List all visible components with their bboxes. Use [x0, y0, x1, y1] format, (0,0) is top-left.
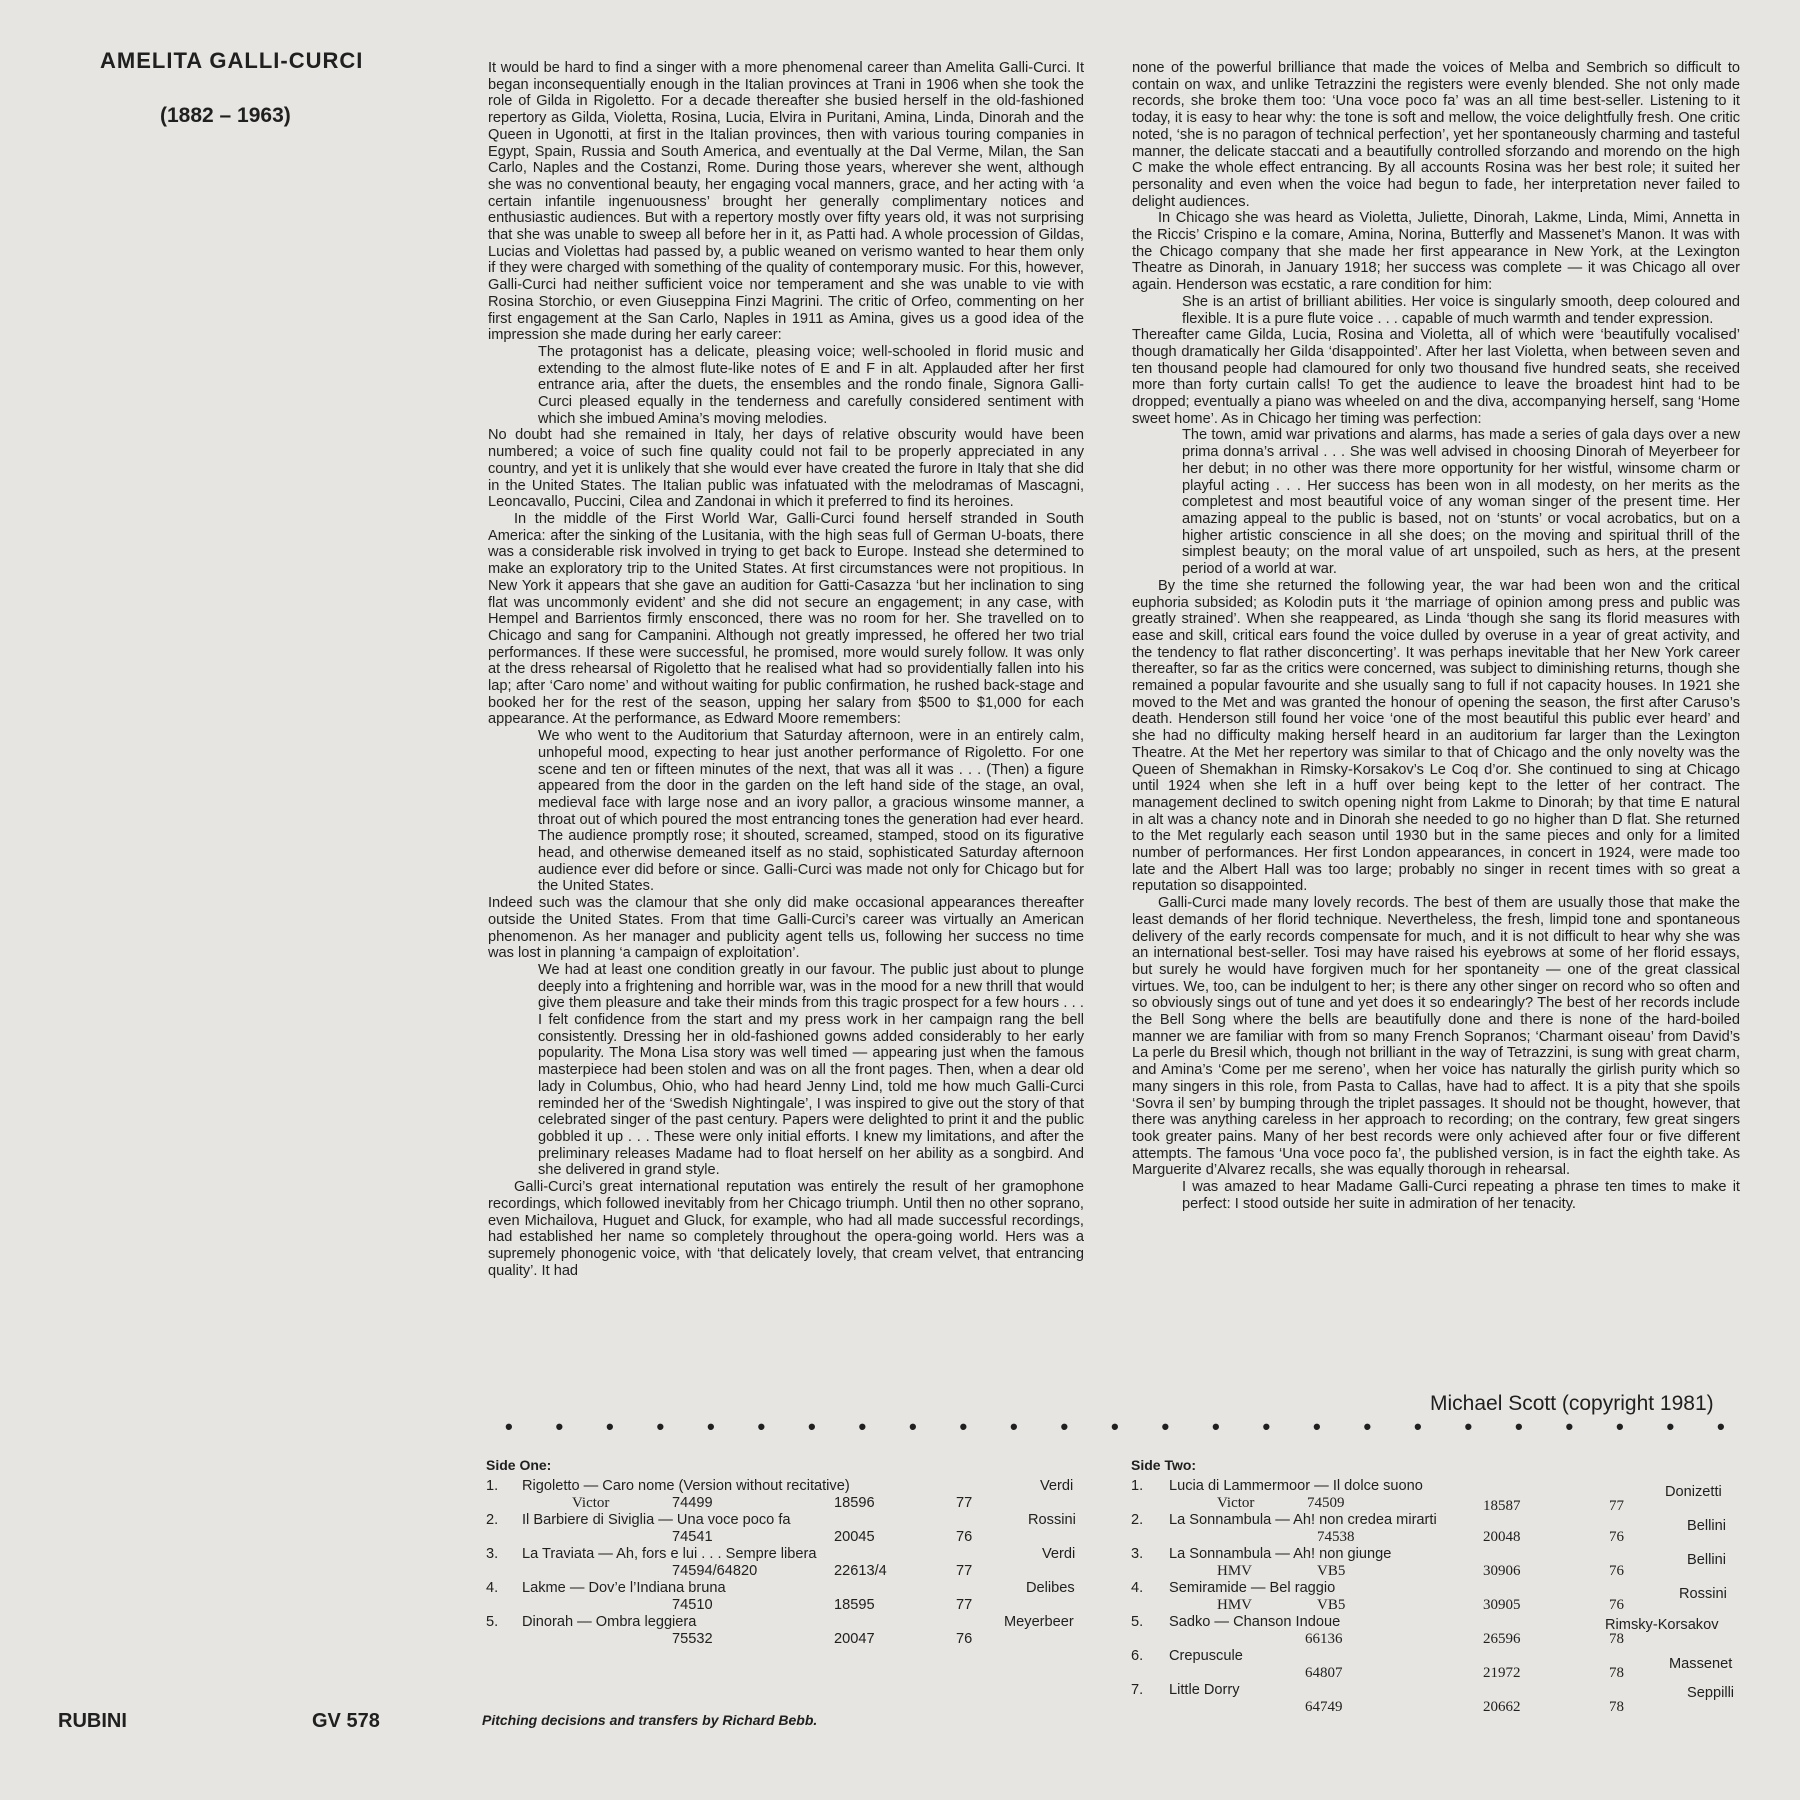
composer: Bellini [1687, 1518, 1726, 1534]
record-label-name: RUBINI [58, 1710, 127, 1732]
track-title: Rigoletto — Caro nome (Version without recitative) [522, 1478, 850, 1494]
quotation: The protagonist has a delicate, pleasing voice; well-schooled in florid music and extending to the almost flute-like notes of E and F in alt. Applauded after her first entrance aria, after the duets, the ensembles and the rondo finale, Signora Galli-Curci pleased equally in the tenderness and carefully considered sentiment with which she imbued Amina’s moving melodies. [538, 343, 1084, 427]
separator-dot: • [707, 1414, 715, 1439]
record-label: Victor [1217, 1495, 1255, 1511]
composer: Donizetti [1665, 1484, 1722, 1500]
side-one-title: Side One: [486, 1457, 552, 1473]
paragraph: By the time she returned the following year, the war had been won and the critical euphoria subsided; as Kolodin puts it ‘the marriage of opinion among press and public was greatly strained’. When she reappeared, as Linda ‘though she sang its florid measures with ease and skill, critical ears found the voice dulled by overuse in a year of great activity, and the tendency to flat rather disconcerting’. It was perhaps inevitable that her New York career thereafter, so far as the critics were concerned, was subject to diminishing returns, though she remained a popular favourite and she usually sang to full if not capacity houses. In 1921 she moved to the Met and was granted the honour of opening the season, the first after Caruso’s death. Henderson still found her voice ‘one of the most beautiful this public ever heard’ and she had no difficulty making herself heard in an auditorium far larger than the Lexington Theatre. At the Met her repertory was similar to that of Chicago and the only novelty was the Queen of Shemakhan in Rimsky-Korsakov’s Le Coq d’or. She continued to sing at Chicago until 1924 when she left in a huff over being kept to the letter of her contract. The management declined to switch opening night from Lakme to Dinorah; by that time E natural in alt was a chancy note and in Dinorah she needed to go no higher than D flat. She returned to the Met regularly each season until 1930 but in the same pieces and only for a limited number of performances. Her first London appearances, in concert in 1924, were made too late and the Albert Hall was too large; probably no singer in recent times with so great a reputation so disappointed. [1132, 577, 1740, 895]
separator-dot: • [1565, 1414, 1574, 1439]
catalog-number: 26596 [1483, 1631, 1521, 1647]
side-two-title: Side Two: [1131, 1457, 1197, 1473]
track-title: La Traviata — Ah, fors e lui . . . Sempre libera [522, 1546, 817, 1562]
matrix-number: 64807 [1305, 1665, 1343, 1681]
track-row [486, 1512, 1086, 1546]
track-number: 4. [1131, 1580, 1144, 1596]
liner-notes-right-column [1132, 60, 1740, 1213]
separator-dot: • [1464, 1414, 1473, 1439]
record-label: HMV [1217, 1597, 1253, 1613]
separator-dot: • [1363, 1414, 1372, 1439]
track-title: Crepuscule [1169, 1648, 1243, 1664]
catalog-number: 20047 [834, 1631, 875, 1647]
paragraph: none of the powerful brilliance that made the voices of Melba and Sembrich so difficult to contain on wax, and unlike Tetrazzini the registers were evenly blended. She not only made records, she broke them too: ‘Una voce poco fa’ was an all time best-seller. Listening to it today, it is easy to hear why: the tone is soft and mellow, the voice delightfully fresh. One critic noted, ‘she is no paragon of technical perfection’, yet her spontaneously charming and tasteful manner, the delicate staccati and a beautifully controlled sforzando and morendo on the high C make the whole effect entrancing. By all accounts Rosina was her best role; it suited her personality and even when the voice had begun to fade, her interpretation never failed to delight audiences. [1132, 60, 1740, 210]
catalog-number: 18595 [834, 1597, 875, 1613]
paragraph: Thereafter came Gilda, Lucia, Rosina and Violetta, all of which were ‘beautifully vocalised’ though dramatically her Gilda ‘disappointed’. After her last Violetta, when between seven and ten thousand people had clamoured for only two thousand five hundred seats, she received more than forty curtain calls! To get the audience to leave the broadest hint had to be dropped; eventually a piano was wheeled on and the diva, accompanying herself, sang ‘Home sweet home’. As in Chicago her timing was perfection: [1132, 327, 1740, 427]
recording-year: 77 [956, 1597, 973, 1613]
paragraph: Galli-Curci made many lovely records. The best of them are usually those that make the least demands of her florid technique. Nevertheless, the fresh, limpid tone and spontaneous delivery of the early records compensate for much, and it is not difficult to hear why she was an international best-seller. Tosi may have raised his eyebrows at some of her florid essays, but surely he would have forgiven much for her spontaneity — one of the great classical virtues. We, too, can be indulgent to her; is there any other singer on record who so often and so obviously sings out of tune and yet does it so endearingly? The best of her records include the Bell Song where the bells are beautifully done and there is none of the hard-boiled manner we are familiar with from so many French Sopranos; ‘Charmant oiseau’ from David’s La perle du Bresil which, though not brilliant in the way of Tetrazzini, is sung with great charm, and Amina’s ‘Come per me sereno’, when her voice has naturally the girlish purity which so many singers in this role, from Pasta to Callas, have had to affect. It is a pity that she spoils ‘Sovra il sen’ by bumping through the triplet passages. It should not be thought, however, that there was anything careless in her approach to recording; on the contrary, few great singers took greater pains. Many of her best records were only achieved after four or five different attempts. The famous ‘Una voce poco fa’, the published version, is in fact the eighth take. As Marguerite d’Alvarez recalls, she was equally thorough in rehearsal. [1132, 895, 1740, 1179]
track-number: 2. [486, 1512, 499, 1528]
catalog-number-footer: GV 578 [312, 1710, 380, 1732]
recording-year: 78 [1609, 1631, 1624, 1647]
track-title: Dinorah — Ombra leggiera [522, 1614, 697, 1630]
separator-dot: • [505, 1414, 513, 1439]
track-number: 5. [486, 1614, 499, 1630]
separator-dot: • [1616, 1414, 1624, 1439]
track-title: Little Dorry [1169, 1682, 1240, 1698]
separator-dot: • [959, 1414, 968, 1439]
liner-notes-left-column [488, 60, 1084, 1279]
composer: Seppilli [1687, 1685, 1735, 1701]
paragraph: In the middle of the First World War, Galli-Curci found herself stranded in South America: after the sinking of the Lusitania, with the high seas full of German U-boats, there was a considerable risk involved in trying to get back to Europe. Instead she determined to make an exploratory trip to the United States. At first circumstances were not propitious. In New York it appears that she gave an audition for Gatti-Casazza ‘but her inclination to sing flat was uncommonly evident’ and she did not secure an engagement; in any case, with Hempel and Barrientos firmly ensconced, there was no room for her. She travelled on to Chicago and sang for Campanini. Although not greatly impressed, he offered her two trial performances. If these were successful, he promised, more would surely follow. It was only at the dress rehearsal of Rigoletto that he realised what had so providentially fallen into his lap; after ‘Caro nome’ and without waiting for public confirmation, he rushed back-stage and booked her for the rest of the season, upping her salary from $500 to $1,000 for each appearance. At the performance, as Edward Moore remembers: [488, 510, 1084, 728]
track-title: Sadko — Chanson Indoue [1169, 1614, 1341, 1630]
matrix-number: 75532 [672, 1631, 713, 1647]
artist-name: AMELITA GALLI-CURCI [100, 48, 364, 73]
composer: Rimsky-Korsakov [1605, 1617, 1719, 1633]
separator-dot: • [1414, 1414, 1422, 1439]
recording-year: 76 [956, 1529, 973, 1545]
separator-dot: • [909, 1414, 917, 1439]
recording-year: 78 [1609, 1699, 1624, 1715]
composer: Rossini [1028, 1512, 1076, 1528]
catalog-number: 22613/4 [834, 1563, 887, 1579]
track-number: 2. [1131, 1512, 1144, 1528]
track-number: 3. [486, 1546, 499, 1562]
track-row [1131, 1648, 1741, 1682]
record-label: Victor [572, 1495, 610, 1511]
paragraph: No doubt had she remained in Italy, her days of relative obscurity would have been numbered; a voice of such fine quality could not fail to be properly appreciated in any country, and yet it is unlikely that she would ever have created the furore in Italy that she did in the United States. The Italian public was infatuated with the melodramas of Mascagni, Leoncavallo, Puccini, Cilea and Zandonai in which it preferred to find its heroines. [488, 427, 1084, 511]
track-number: 6. [1131, 1648, 1144, 1664]
track-title: Lucia di Lammermoor — Il dolce suono [1169, 1478, 1423, 1494]
track-number: 5. [1131, 1614, 1144, 1630]
paragraph: Galli-Curci’s great international reputation was entirely the result of her gramophone recordings, which followed inevitably from her Chicago triumph. Until then no other soprano, even Michailova, Huguet and Gluck, for example, who had all made successful recordings, had established her name so completely throughout the opera-going world. Hers was a supremely phonogenic voice, with ‘that delicately lovely, that cream velvet, that entrancing quality’. It had [488, 1179, 1084, 1279]
track-number: 3. [1131, 1546, 1144, 1562]
track-row [486, 1546, 1086, 1580]
track-row [1131, 1580, 1741, 1614]
matrix-number: 66136 [1305, 1631, 1343, 1647]
composer: Verdi [1040, 1478, 1074, 1494]
separator-dot: • [757, 1414, 766, 1439]
matrix-number: 74541 [672, 1529, 713, 1545]
track-row [486, 1580, 1086, 1614]
recording-year: 77 [956, 1563, 973, 1579]
track-row [1131, 1478, 1741, 1512]
recording-year: 77 [1609, 1498, 1624, 1514]
matrix-number: 74510 [672, 1597, 713, 1613]
separator-dot: • [1010, 1414, 1018, 1439]
quotation: The town, amid war privations and alarms, has made a series of gala days over a new prima donna’s arrival . . . She was well advised in choosing Dinorah of Meyerbeer for her debut; in no other was there more opportunity for her wistful, winsome charm or playful acting . . . Her success has been won in all modesty, on her merits as the completest and most beautiful voice of any woman singer of the present time. Her amazing appeal to the public is based, not on ‘stunts’ or vocal acrobatics, but on a higher artistic conscience in all she does; on the moving and spiritual thrill of the simplest beauty; on the moral value of art unspoiled, such as hers, at the present period of a world at war. [1182, 427, 1740, 578]
matrix-number: VB5 [1317, 1563, 1346, 1579]
separator-dot: • [555, 1414, 564, 1439]
catalog-number: 21972 [1483, 1665, 1521, 1681]
separator-dot: • [1262, 1414, 1271, 1439]
composer: Massenet [1669, 1656, 1733, 1672]
separator-dot: • [808, 1414, 816, 1439]
matrix-number: 74499 [672, 1495, 713, 1511]
matrix-number: VB5 [1317, 1597, 1346, 1613]
composer: Bellini [1687, 1552, 1726, 1568]
catalog-number: 18587 [1483, 1498, 1521, 1514]
author-signature: Michael Scott (copyright 1981) [1430, 1392, 1714, 1415]
separator-dot: • [606, 1414, 614, 1439]
track-title: La Sonnambula — Ah! non credea mirarti [1169, 1512, 1437, 1528]
separator-dot: • [656, 1414, 665, 1439]
composer: Delibes [1026, 1580, 1075, 1596]
record-label: HMV [1217, 1563, 1253, 1579]
composer: Meyerbeer [1004, 1614, 1074, 1630]
catalog-number: 20662 [1483, 1699, 1521, 1715]
catalog-number: 20048 [1483, 1529, 1521, 1545]
track-number: 4. [486, 1580, 499, 1596]
track-number: 1. [486, 1478, 499, 1494]
quotation: We had at least one condition greatly in our favour. The public just about to plunge deeply into a frightening and horrible war, was in the mood for a new thrill that would give them pleasure and take their minds from this tragic prospect for a few hours . . . I felt confidence from the start and my press work in her campaign rang the bell consistently. Dressing her in old-fashioned gowns added considerably to her early popularity. The Mona Lisa story was well timed — appearing just when the famous masterpiece had been stolen and was on all the front pages. Then, when a dear old lady in Columbus, Ohio, who had heard Jenny Lind, told me how much Galli-Curci reminded her of the ‘Swedish Nightingale’, I was inspired to give out the story of that celebrated singer of the past century. Papers were delighted to print it and the public gobbled it up . . . These were only initial efforts. I knew my limitations, and after the preliminary releases Madame had to float herself on her ability as a songbird. And she delivered in grand style. [538, 961, 1084, 1179]
recording-year: 76 [956, 1631, 973, 1647]
matrix-number: 74538 [1317, 1529, 1355, 1545]
quotation: She is an artist of brilliant abilities. Her voice is singularly smooth, deep coloured and flexible. It is a pure flute voice . . . capable of much warmth and tender expression. [1182, 293, 1740, 327]
dot-separator [505, 1414, 1725, 1440]
separator-dot: • [1666, 1414, 1675, 1439]
separator-dot: • [1111, 1414, 1119, 1439]
recording-year: 76 [1609, 1597, 1624, 1613]
recording-year: 77 [956, 1495, 973, 1511]
track-title: Lakme — Dov’e l’Indiana bruna [522, 1580, 726, 1596]
recording-year: 78 [1609, 1665, 1624, 1681]
track-row [1131, 1546, 1741, 1580]
separator-dot: • [1212, 1414, 1220, 1439]
separator-dot: • [858, 1414, 867, 1439]
track-row [1131, 1512, 1741, 1546]
catalog-number: 30906 [1483, 1563, 1521, 1579]
separator-dot: • [1161, 1414, 1170, 1439]
track-title: Semiramide — Bel raggio [1169, 1580, 1336, 1596]
catalog-number: 30905 [1483, 1597, 1521, 1613]
paragraph: Indeed such was the clamour that she only did make occasional appearances thereafter outside the United States. From that time Galli-Curci’s career was virtually an American phenomenon. As her manager and publicity agent tells us, following her success no time was lost in planning ‘a campaign of exploitation’. [488, 895, 1084, 962]
recording-year: 76 [1609, 1529, 1624, 1545]
catalog-number: 20045 [834, 1529, 875, 1545]
track-number: 1. [1131, 1478, 1144, 1494]
quotation: I was amazed to hear Madame Galli-Curci repeating a phrase ten times to make it perfect: I stood outside her suite in admiration of her tenacity. [1182, 1179, 1740, 1212]
transfer-credits: Pitching decisions and transfers by Richard Bebb. [482, 1712, 818, 1728]
matrix-number: 64749 [1305, 1699, 1343, 1715]
catalog-number: 18596 [834, 1495, 875, 1511]
matrix-number: 74509 [1307, 1495, 1345, 1511]
composer: Rossini [1679, 1586, 1727, 1602]
track-title: Il Barbiere di Siviglia — Una voce poco fa [522, 1512, 791, 1528]
separator-dot: • [1060, 1414, 1069, 1439]
recording-year: 76 [1609, 1563, 1624, 1579]
track-row [486, 1614, 1086, 1648]
paragraph: In Chicago she was heard as Violetta, Juliette, Dinorah, Lakme, Linda, Mimi, Annetta in the Riccis’ Crispino e la comare, Amina, Norina, Butterfly and Massenet’s Manon. It was with the Chicago company that she made her first appearance in New York, at the Lexington Theatre as Dinorah, in January 1918; her success was complete — it was Chicago all over again. Henderson was ecstatic, a rare condition for him: [1132, 210, 1740, 294]
track-number: 7. [1131, 1682, 1144, 1698]
artist-dates: (1882 – 1963) [160, 104, 291, 127]
track-title: La Sonnambula — Ah! non giunge [1169, 1546, 1392, 1562]
separator-dot: • [1717, 1414, 1725, 1439]
track-row [1131, 1614, 1741, 1648]
composer: Verdi [1042, 1546, 1076, 1562]
track-row [486, 1478, 1086, 1512]
paragraph: It would be hard to find a singer with a more phenomenal career than Amelita Galli-Curci. It began inconsequentially enough in the Italian provinces at Trani in 1906 when she took the role of Gilda in Rigoletto. For a decade thereafter she busied herself in the old-fashioned repertory as Gilda, Violetta, Rosina, Lucia, Elvira in Puritani, Amina, Linda, Dinorah and the Queen in Ugonotti, at first in the Italian provinces, then with various touring companies in Egypt, Spain, Russia and South America, and eventually at the Dal Verme, Milan, the San Carlo, Naples and the Costanzi, Rome. During those years, wherever she went, although she was no conventional beauty, her engaging vocal manners, grace, and her acting with ‘a certain infantile ingenuousness’ brought her generally complimentary notices and enthusiastic audiences. But with a repertory mostly over fifty years old, it was not surprising that she was unable to sweep all before her in it, as Patti had. A whole procession of Gildas, Lucias and Violettas had passed by, a public weaned on verismo wanted to hear them only if they were charged with something of the quality of contemporary music. For this, however, Galli-Curci had neither sufficient voice nor temperament and she was unable to vie with Rosina Storchio, or even Giuseppina Finzi Magrini. The critic of Orfeo, commenting on her first engagement at the San Carlo, Naples in 1911 as Amina, gives us a good idea of the impression she made during her early career: [488, 60, 1084, 344]
quotation: We who went to the Auditorium that Saturday afternoon, were in an entirely calm, unhopeful mood, expecting to hear just another performance of Rigoletto. For one scene and ten or fifteen minutes of the next, that was all it was . . . (Then) a figure appeared from the door in the garden on the left hand side of the stage, an oval, medieval face with large nose and an ivory pallor, a gracious winsome manner, a throat out of which poured the most entrancing tones the generation had ever heard. The audience promptly rose; it shouted, screamed, stamped, stood on its figurative head, and otherwise demeaned itself as no staid, sophisticated Saturday afternoon audience ever did before or since. Galli-Curci was made not only for Chicago but for the United States. [538, 728, 1084, 895]
separator-dot: • [1313, 1414, 1321, 1439]
matrix-number: 74594/64820 [672, 1563, 758, 1579]
separator-dot: • [1515, 1414, 1523, 1439]
track-row [1131, 1682, 1741, 1716]
